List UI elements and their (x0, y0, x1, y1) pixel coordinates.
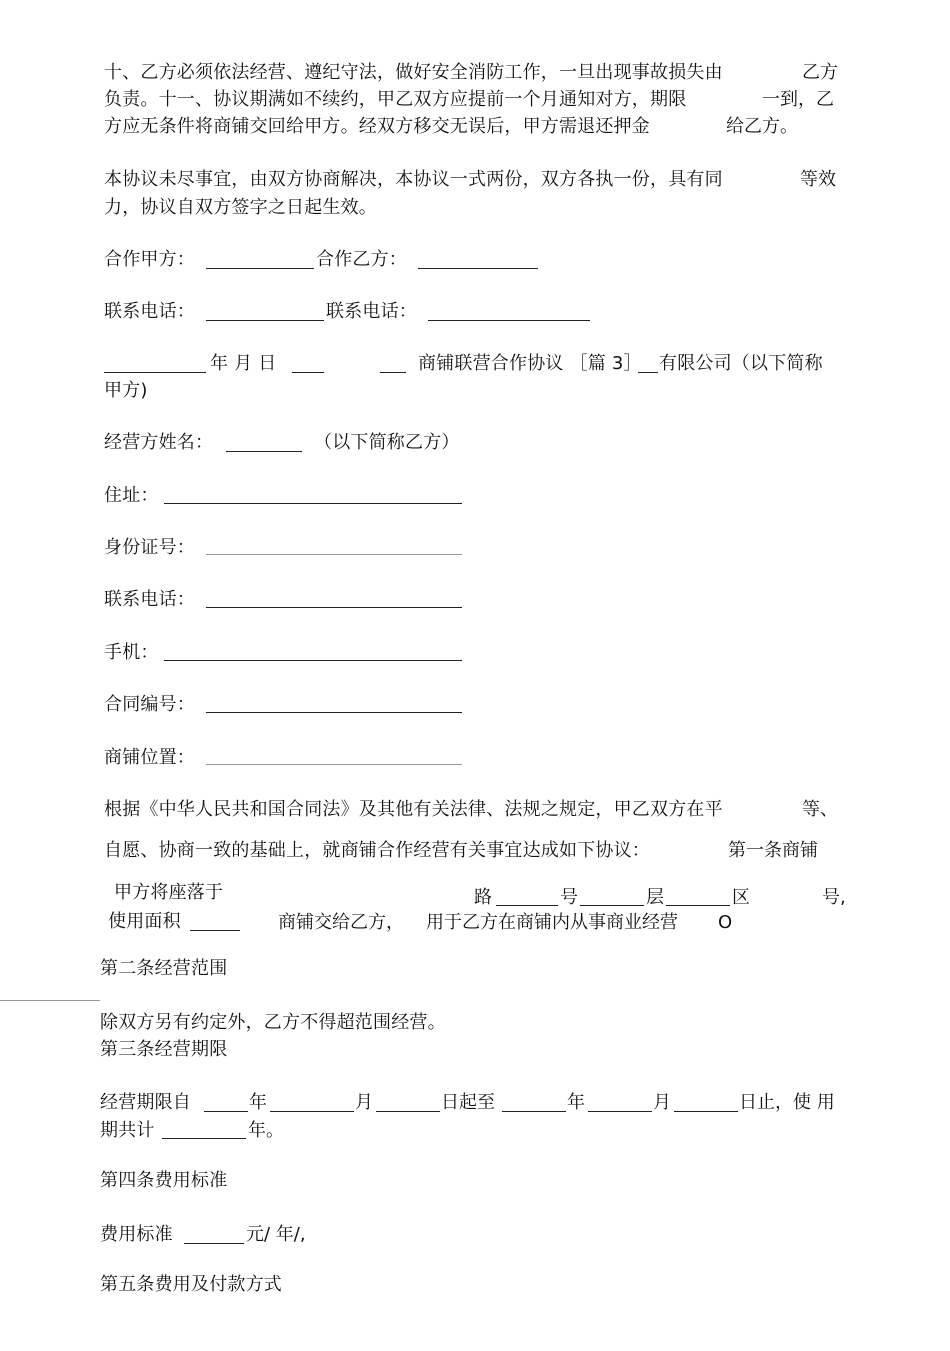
article1-road-blank (496, 905, 558, 906)
agreement-title: 商铺联营合作协议 ［篇 3］ (418, 353, 642, 374)
operator-name-blank (226, 451, 302, 452)
id-number-label: 身份证号： (104, 537, 195, 558)
date-line2: 甲方) (104, 380, 148, 401)
article3-month2-blank (588, 1111, 652, 1112)
clause10-line1 (104, 60, 723, 86)
article2-text: 除双方另有约定外，乙方不得超范围经营。 (100, 1012, 446, 1033)
article1-num: 号 (560, 887, 578, 908)
article1-line2-b: 商铺交给乙方， (278, 912, 404, 933)
closing-line1: 本协议未尽事宜，由双方协商解决，本协议一式两份，双方各执一份，具有同 (104, 169, 723, 190)
party-a-label: 合作甲方： (104, 249, 195, 270)
phone-a-blank (206, 320, 324, 321)
party-b-blank (418, 268, 538, 269)
date-day-blank (292, 372, 324, 373)
article1-area-blank (190, 930, 240, 931)
party-b-label: 合作乙方： (316, 249, 407, 270)
clause10-line1-tail: 乙方 (802, 62, 838, 83)
id-number-blank (206, 554, 462, 555)
article4-label: 费用标准 (100, 1224, 173, 1245)
date-ymd: 年 月 日 (210, 353, 277, 374)
article1-num-blank (580, 905, 644, 906)
clause10-line2: 负责。十一、协议期满如不续约，甲乙双方应提前一个月通知对方，期限 (104, 89, 687, 110)
contract-no-blank (206, 712, 462, 713)
article1-line1: 甲方将座落于 (114, 882, 224, 903)
article1-hao: 号, (822, 887, 846, 908)
article1-zone: 区 (732, 887, 750, 908)
article4-fee-blank (184, 1243, 244, 1244)
article3-from: 经营期限自 (100, 1092, 191, 1113)
article3-title: 第三条经营期限 (100, 1039, 228, 1060)
date-blank (104, 372, 206, 373)
article3-month2: 月 (653, 1092, 671, 1113)
shop-location-label: 商铺位置： (104, 747, 195, 768)
article4-unit: 元/ 年/, (246, 1224, 306, 1245)
mobile-label: 手机： (104, 642, 159, 663)
article1-floor-blank (666, 905, 730, 906)
phone-blank (206, 607, 462, 608)
article3-end: 日止，使 用 (739, 1092, 835, 1113)
phone-b-label: 联系电话： (326, 301, 417, 322)
article3-year2: 年 (567, 1092, 585, 1113)
article3-line2-label: 期共计 (100, 1120, 155, 1141)
article3-year2-blank (502, 1111, 566, 1112)
article1-line2-label: 使用面积 (108, 911, 181, 932)
basis-line2: 自愿、协商一致的基础上，就商铺合作经营有关事宜达成如下协议： (104, 840, 650, 861)
operator-suffix: （以下简称乙方） (314, 432, 460, 453)
clause10-line3: 方应无条件将商铺交回给甲方。经双方移交无误后，甲方需退还押金 (104, 116, 650, 137)
article5-title: 第五条费用及付款方式 (100, 1274, 282, 1295)
phone-a-label: 联系电话： (104, 301, 195, 322)
company-suffix: 有限公司（以下简称 (659, 353, 823, 374)
phone-label: 联系电话： (104, 589, 195, 610)
article3-day-from: 日起至 (441, 1092, 495, 1113)
article3-year: 年 (249, 1092, 267, 1113)
shop-location-blank (206, 764, 462, 765)
basis-line1-tail: 等、 (802, 799, 838, 820)
party-a-blank (206, 268, 314, 269)
article4-title: 第四条费用标准 (100, 1170, 228, 1191)
phone-b-blank (428, 320, 590, 321)
basis-line1: 根据《中华人民共和国合同法》及其他有关法律、法规之规定，甲乙双方在平 (104, 799, 723, 820)
article3-month: 月 (355, 1092, 373, 1113)
article1-line2-d: O (718, 912, 733, 933)
article3-month-blank (270, 1111, 354, 1112)
contract-no-label: 合同编号： (104, 694, 195, 715)
article1-title: 第一条商铺 (728, 840, 818, 861)
date-blank-2 (380, 372, 406, 373)
mobile-blank (164, 660, 462, 661)
address-blank (164, 503, 462, 504)
article1-line2-c: 用于乙方在商铺内从事商业经营 (426, 912, 678, 933)
operator-name-label: 经营方姓名： (104, 432, 214, 453)
article2-blank (0, 1000, 100, 1001)
article3-line2-year: 年。 (248, 1120, 284, 1141)
closing-line2: 力，协议自双方签字之日起生效。 (104, 197, 377, 218)
closing-line1-tail: 等效 (800, 169, 836, 190)
company-blank (638, 372, 658, 373)
article3-day-blank (376, 1111, 440, 1112)
article2-title: 第二条经营范围 (100, 958, 228, 979)
article3-year-blank (204, 1111, 248, 1112)
clause10-line3-tail: 给乙方。 (726, 116, 798, 137)
address-label: 住址： (104, 485, 159, 506)
article1-road: 路 (474, 887, 492, 908)
clause10-line2-tail: 一到，乙 (762, 89, 834, 110)
article3-day2-blank (674, 1111, 738, 1112)
article3-total-blank (162, 1138, 246, 1139)
article1-floor: 层 (646, 887, 664, 908)
clause10-line1-text: 十、乙方必须依法经营、遵纪守法，做好安全消防工作，一旦出现事故损失由 (104, 62, 723, 83)
